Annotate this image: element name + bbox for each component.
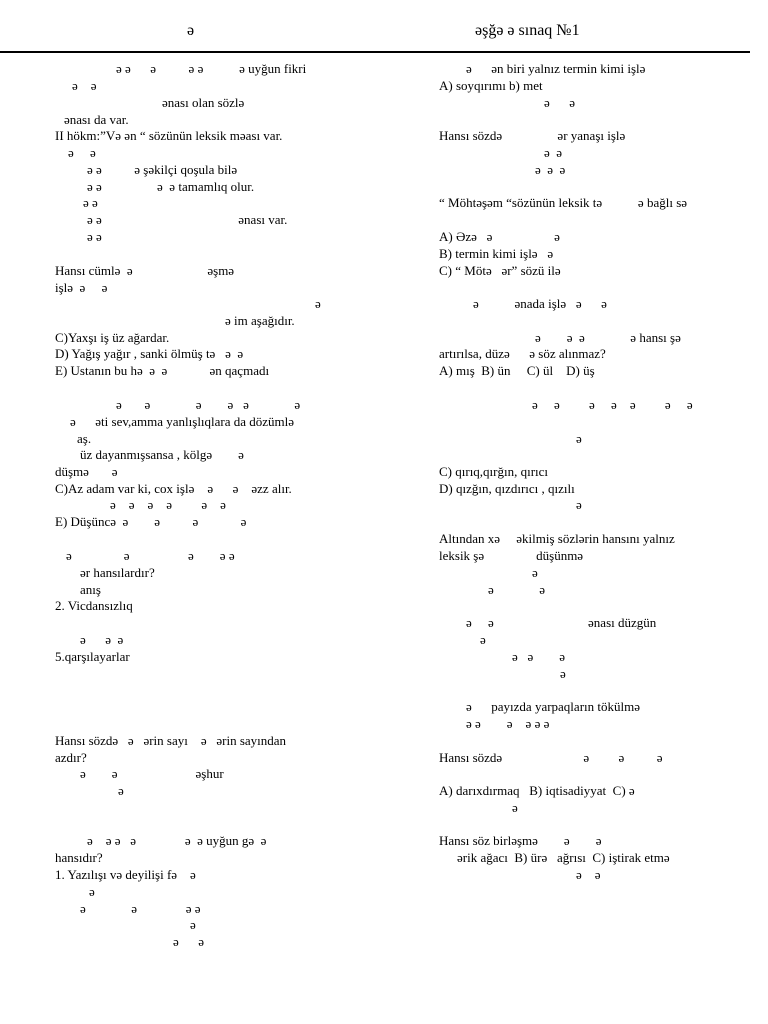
text-line: ə im aşağıdır. (225, 313, 295, 328)
text-line: ə ə (87, 229, 102, 244)
text-line: A) darıxdırmaq B) iqtisadiyyat C) ə (439, 783, 635, 798)
text-line: ə ə ə (535, 162, 566, 177)
text-line: ə ə ə (512, 649, 566, 664)
text-line: E) Düşüncə ə ə ə ə (55, 514, 247, 529)
text-line: anış (80, 582, 101, 597)
text-line: ə ə ənası düzgün (466, 615, 657, 630)
text-line: A) soyqırımı b) met (439, 78, 543, 93)
text-line: ə (532, 565, 538, 580)
text-line: Altından xə əkilmiş sözlərin hansını yalnız (439, 531, 675, 546)
text-line: hansıdır? (55, 850, 103, 865)
text-line: A) mış B) ün C) ül D) üş (439, 363, 595, 378)
text-line: ə ə (72, 78, 97, 93)
text-line: Hansı sözdə ə ə ə (439, 750, 663, 765)
text-line: düşmə ə (55, 464, 118, 479)
text-line: ə ə ə (80, 632, 124, 647)
text-line: E) Ustanın bu hə ə ə ən qaçmadı (55, 363, 270, 378)
header-right-title: əşğə ə sınaq №1 (475, 22, 580, 39)
text-line: ə (190, 917, 196, 932)
text-line: ə (512, 800, 518, 815)
text-line: leksik şə düşünmə (439, 548, 584, 563)
text-line: ə (89, 884, 95, 899)
header-left-title: ə (187, 22, 195, 39)
text-line: D) qızğın, qızdırıcı , qızılı (439, 481, 575, 496)
text-line: D) Yağış yağır , sanki ölmüş tə ə ə (55, 346, 244, 361)
text-line: ənası da var. (64, 112, 129, 127)
text-line: ə ə (68, 145, 96, 160)
text-line: azdır? (55, 750, 87, 765)
text-line: ə (576, 431, 582, 446)
text-line: ə ə (173, 934, 205, 949)
text-line: C) “ Mötə ər” sözü ilə (439, 263, 561, 278)
text-line: Hansı cümlə ə əşmə (55, 263, 235, 278)
text-line: ə (315, 296, 321, 311)
text-line: ənası olan sözlə (162, 95, 245, 110)
text-line: artırılsa, düzə ə söz alınmaz? (439, 346, 606, 361)
text-line: ər hansılardır? (80, 565, 155, 580)
text-line: Hansı sözdə ə ərin sayı ə ərin sayından (55, 733, 287, 748)
text-line: 1. Yazılışı və deyilişi fə ə (55, 867, 196, 882)
text-line: ə (118, 783, 124, 798)
text-line: ə ə ə ə ə ə uyğun fikri (116, 61, 307, 76)
text-line: ə əti sev,amma yanlışlıqlara da dözümlə (70, 414, 295, 429)
text-line: ə (576, 497, 582, 512)
text-line: işlə ə ə (55, 280, 108, 295)
text-line: ə ə ənası var. (87, 212, 288, 227)
text-line: II hökm:”Və ən “ sözünün leksik məası var. (55, 128, 283, 143)
text-line: “ Möhtəşəm “sözünün leksik tə ə bağlı sə (439, 195, 688, 210)
header-rule (0, 51, 750, 53)
text-line: ə ə (576, 867, 601, 882)
text-line: C)Az adam var ki, cox işlə ə ə əzz alır. (55, 481, 292, 496)
text-line: C)Yaxşı iş üz ağardar. (55, 330, 170, 345)
text-line: ə ə (544, 95, 576, 110)
text-line: B) termin kimi işlə ə (439, 246, 554, 261)
text-line: ə ə ə ə ə ə (110, 497, 226, 512)
text-line: Hansı sözdə ər yanaşı işlə (439, 128, 626, 143)
text-line: Hansı söz birləşmə ə ə (439, 833, 602, 848)
text-line: ə ə (488, 582, 546, 597)
text-line: ə ə ə ə (80, 901, 201, 916)
text-line: ə ə ə ə ə ə ə (532, 397, 693, 412)
text-line: ə payızda yarpaqların tökülmə (466, 699, 640, 714)
text-line: ə ənada işlə ə ə (473, 296, 607, 311)
text-line: ə ə ə ə hansı şə (535, 330, 681, 345)
text-line: ə (480, 632, 486, 647)
text-line: ə ə ə ə ə ə uyğun gə ə (87, 833, 267, 848)
text-line: ə ə ə ə ə (66, 548, 235, 563)
text-line: ə ə ə ə tamamlıq olur. (87, 179, 255, 194)
text-line: ə ən biri yalnız termin kimi işlə (466, 61, 646, 76)
text-line: A) Əzə ə ə (439, 229, 560, 244)
text-line: C) qırıq,qırğın, qırıcı (439, 464, 549, 479)
text-line: ə ə əşhur (80, 766, 224, 781)
text-line: ə ə ə şəkilçi qoşula bilə (87, 162, 238, 177)
text-line: ə ə (544, 145, 563, 160)
text-line: ə (560, 666, 566, 681)
text-line: ə ə ə ə ə ə (116, 397, 301, 412)
text-line: ə ə (83, 195, 98, 210)
text-line: ə ə ə ə ə ə (466, 716, 550, 731)
text-line: ərik ağacı B) ürə ağrısı C) iştirak etmə (457, 850, 670, 865)
text-line: 5.qarşılayarlar (55, 649, 130, 664)
text-line: 2. Vicdansızlıq (55, 598, 133, 613)
text-line: aş. (77, 431, 92, 446)
text-line: üz dayanmışsansa , kölgə ə (80, 447, 244, 462)
